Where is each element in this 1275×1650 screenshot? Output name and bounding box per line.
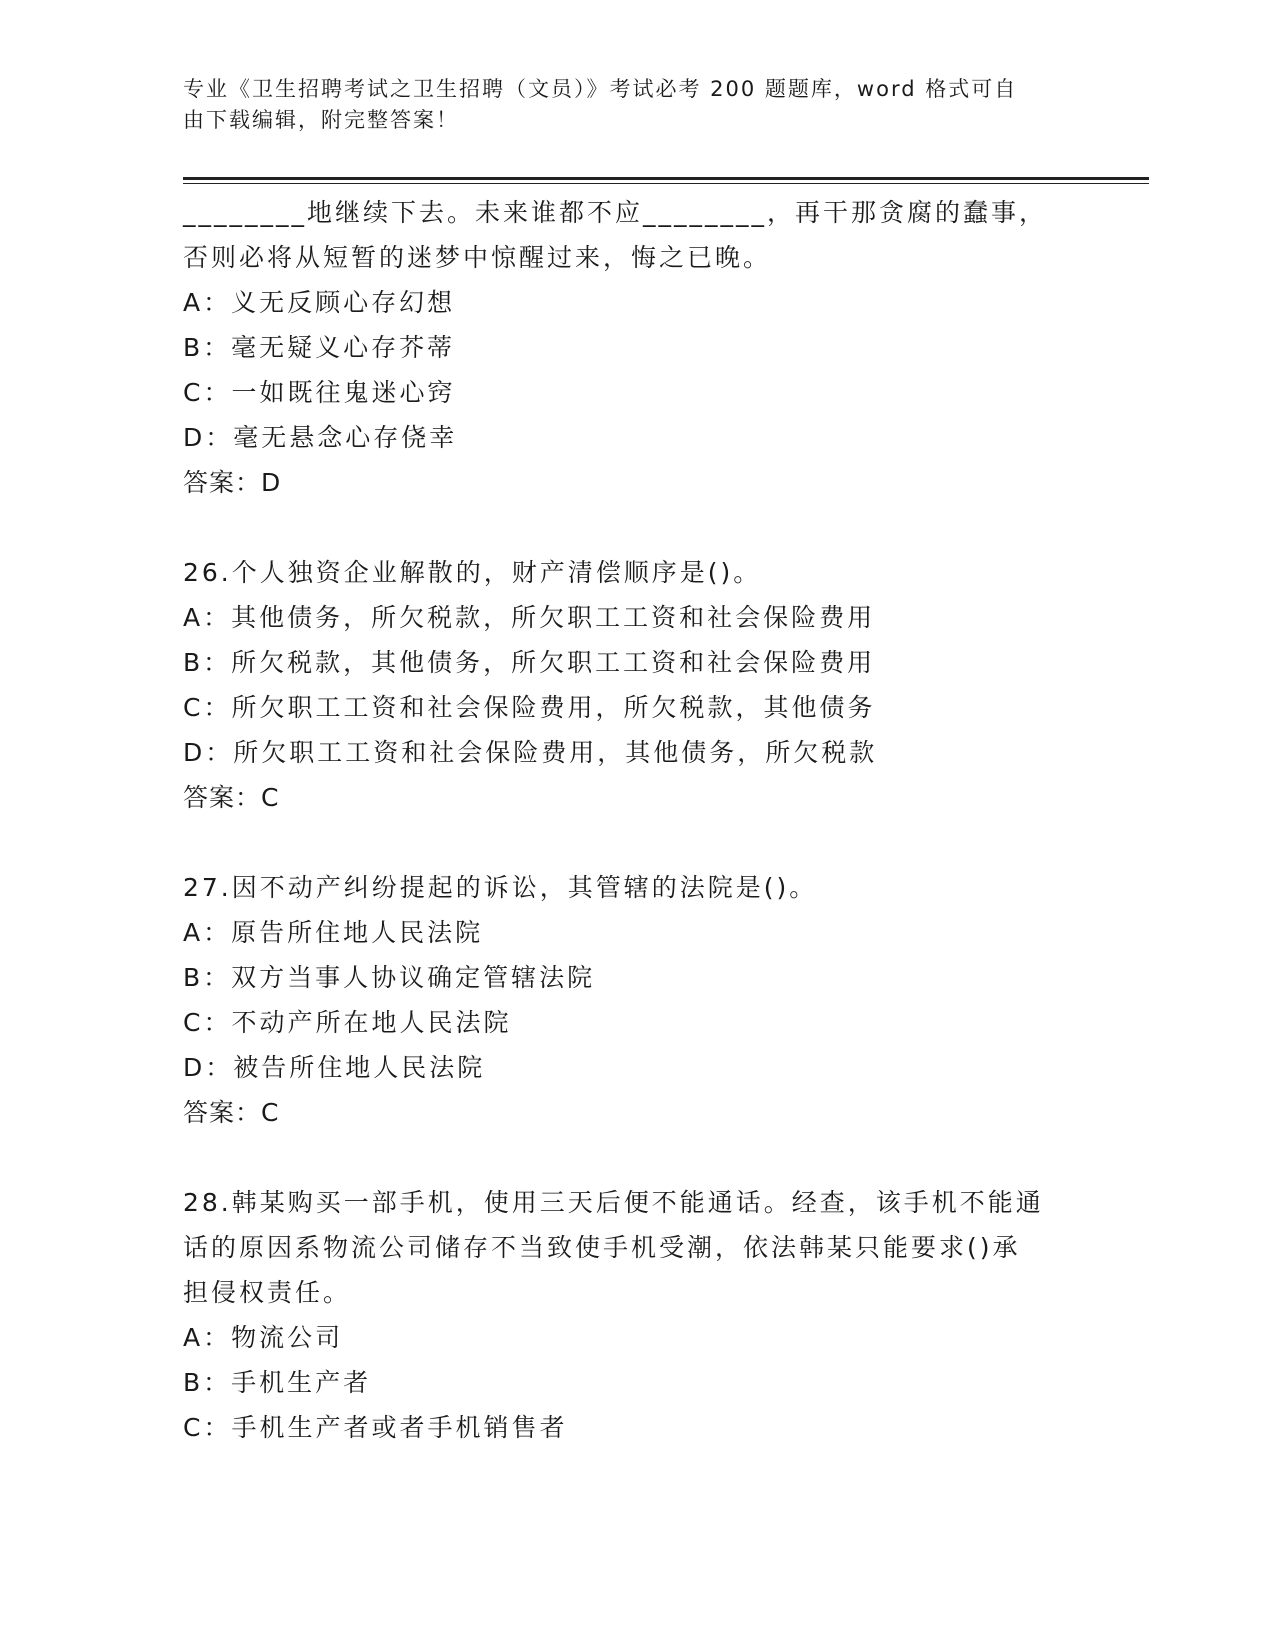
spacer xyxy=(183,820,1083,865)
spacer xyxy=(183,505,1083,550)
option-b: B：手机生产者 xyxy=(183,1368,372,1397)
option-d: D：所欠职工工资和社会保险费用，其他债务，所欠税款 xyxy=(183,738,878,767)
answer-line: 答案：D xyxy=(183,468,282,497)
header-divider-thick xyxy=(183,177,1149,180)
header-line-1: 专业《卫生招聘考试之卫生招聘（文员）》考试必考 200 题题库，word 格式可自 xyxy=(183,77,1018,101)
option-c: C：手机生产者或者手机销售者 xyxy=(183,1413,568,1442)
answer-line: 答案：C xyxy=(183,783,280,812)
option-d: D：被告所住地人民法院 xyxy=(183,1053,486,1082)
option-c: C：一如既往鬼迷心窍 xyxy=(183,378,456,407)
question-stem-line: 担侵权责任。 xyxy=(183,1278,352,1307)
option-a: A：原告所住地人民法院 xyxy=(183,918,484,947)
option-a: A：义无反顾心存幻想 xyxy=(183,288,456,317)
question-26 xyxy=(183,550,1083,820)
option-d: D：毫无悬念心存侥幸 xyxy=(183,423,458,452)
question-continued xyxy=(183,190,1083,505)
question-stem-line: 28.韩某购买一部手机，使用三天后便不能通话。经查，该手机不能通 xyxy=(183,1188,1044,1217)
question-stem-line: 话的原因系物流公司储存不当致使手机受潮，依法韩某只能要求()承 xyxy=(183,1233,1021,1262)
option-b: B：毫无疑义心存芥蒂 xyxy=(183,333,456,362)
option-c: C：所欠职工工资和社会保险费用，所欠税款，其他债务 xyxy=(183,693,876,722)
option-a: A：物流公司 xyxy=(183,1323,344,1352)
question-stem-line: ________地继续下去。未来谁都不应________，再干那贪腐的蠢事， xyxy=(183,198,1048,227)
option-b: B：所欠税款，其他债务，所欠职工工资和社会保险费用 xyxy=(183,648,876,677)
header-line-2: 由下载编辑，附完整答案！ xyxy=(183,108,459,132)
header-divider-thin xyxy=(183,183,1149,184)
option-a: A：其他债务，所欠税款，所欠职工工资和社会保险费用 xyxy=(183,603,876,632)
question-stem-line: 27.因不动产纠纷提起的诉讼，其管辖的法院是()。 xyxy=(183,873,818,902)
document-header xyxy=(183,74,1083,136)
question-stem-line: 否则必将从短暂的迷梦中惊醒过来，悔之已晚。 xyxy=(183,243,772,272)
question-28 xyxy=(183,1180,1083,1450)
question-27 xyxy=(183,865,1083,1135)
option-c: C：不动产所在地人民法院 xyxy=(183,1008,512,1037)
spacer xyxy=(183,1135,1083,1180)
answer-line: 答案：C xyxy=(183,1098,280,1127)
question-stem-line: 26.个人独资企业解散的，财产清偿顺序是()。 xyxy=(183,558,762,587)
question-list xyxy=(183,190,1083,1450)
option-b: B：双方当事人协议确定管辖法院 xyxy=(183,963,596,992)
